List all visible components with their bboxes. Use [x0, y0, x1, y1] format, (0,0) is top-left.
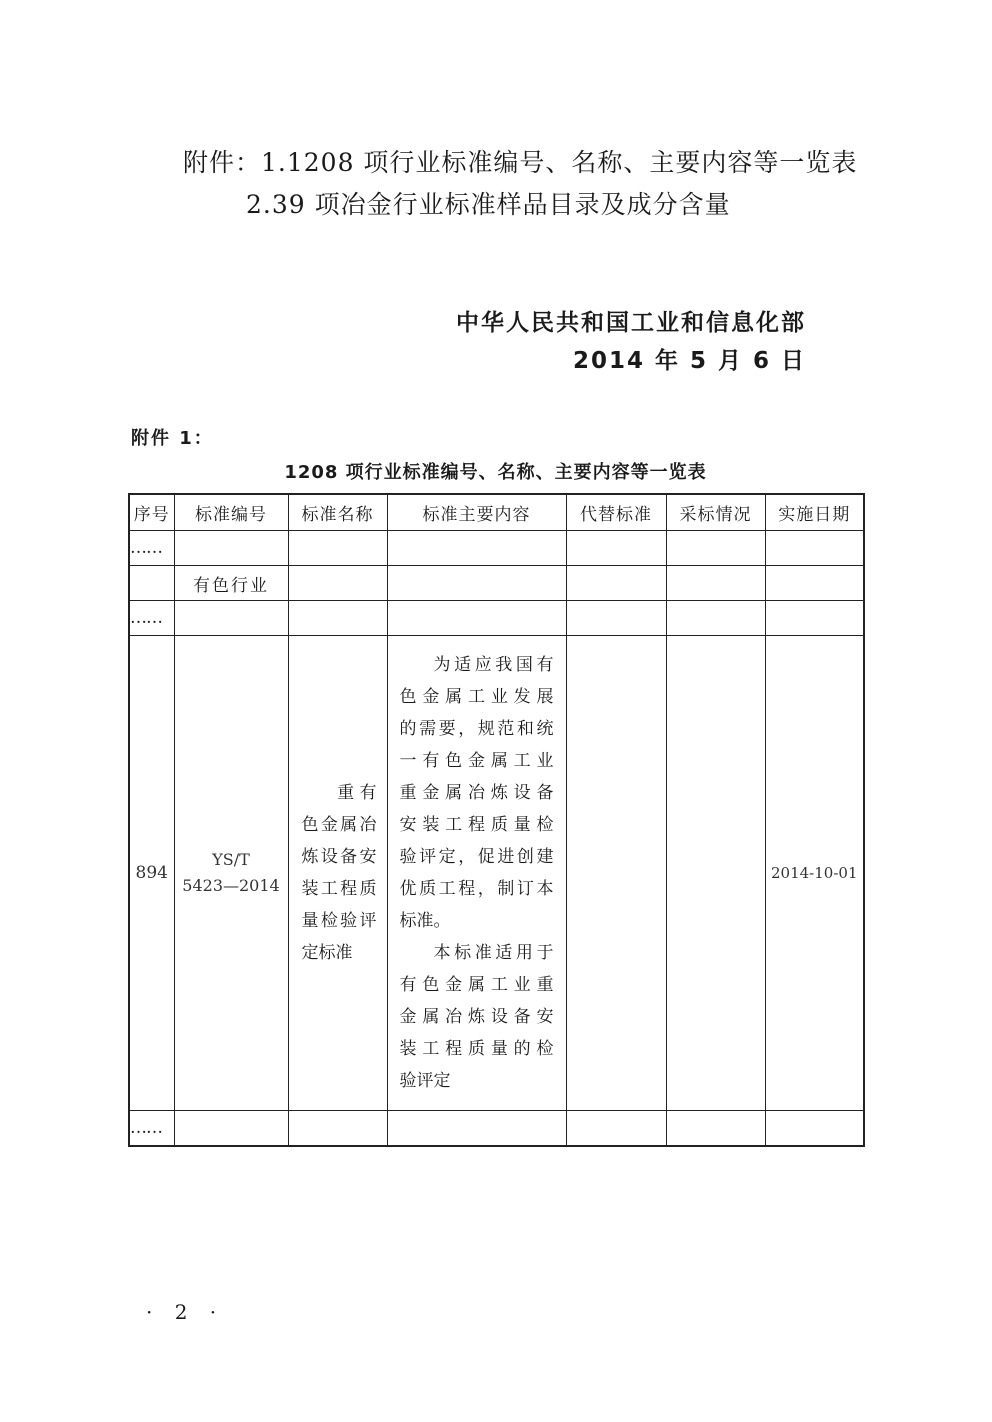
empty-cell: [765, 601, 864, 636]
empty-cell: [288, 566, 387, 601]
code-cell: [174, 636, 288, 1111]
ellipsis-cell: ……: [129, 601, 174, 636]
empty-cell: [566, 566, 666, 601]
header-replaces: 代替标准: [566, 494, 666, 531]
table-row: [129, 531, 864, 566]
empty-cell: [174, 601, 288, 636]
content-line: 安装工程质量检: [399, 815, 554, 835]
page-number: · 2 ·: [146, 1300, 225, 1324]
empty-cell: [566, 1111, 666, 1147]
empty-cell: [387, 601, 566, 636]
empty-cell: [765, 566, 864, 601]
name-line: 炼设备安: [301, 847, 377, 867]
empty-cell: [288, 1111, 387, 1147]
empty-cell: [666, 601, 765, 636]
annex-label: 附件 1：: [131, 428, 214, 449]
seq-cell: 894: [129, 636, 174, 1111]
empty-cell: [765, 1111, 864, 1147]
effective-date-cell: 2014-10-01: [765, 636, 864, 1111]
empty-cell: [387, 566, 566, 601]
issue-date: 2014 年 5 月 6 日: [572, 348, 806, 374]
name-line: 定标准: [301, 943, 353, 963]
empty-cell: [288, 601, 387, 636]
table-row: [129, 566, 864, 601]
header-effective-date: 实施日期: [765, 494, 864, 531]
empty-cell: [666, 531, 765, 566]
empty-cell: [666, 566, 765, 601]
empty-cell: [566, 531, 666, 566]
header-adoption: 采标情况: [666, 494, 765, 531]
ellipsis-cell: ……: [129, 1111, 174, 1147]
content-line: 一有色金属工业: [399, 751, 554, 771]
content-line: 的需要，规范和统: [399, 719, 554, 739]
content-line: 验评定: [399, 1071, 451, 1091]
code-line-1: YS/T: [212, 850, 250, 869]
name-line: 量检验评: [301, 911, 377, 931]
table-header-row: [129, 494, 864, 531]
table-row: [129, 601, 864, 636]
name-cell: [288, 636, 387, 1111]
header-seq: 序号: [129, 494, 174, 531]
content-line: 优质工程，制订本: [399, 879, 554, 899]
header-code: 标准编号: [174, 494, 288, 531]
header-content: 标准主要内容: [387, 494, 566, 531]
content-line: 重金属冶炼设备: [399, 783, 554, 803]
empty-cell: [387, 1111, 566, 1147]
attachment-line-2: 2.39 项冶金行业标准样品目录及成分含量: [246, 190, 731, 219]
name-line: 重 有: [337, 783, 377, 803]
content-line: 标准。: [399, 911, 451, 931]
name-line: 装工程质: [301, 879, 377, 899]
content-line: 色金属工业发展: [399, 687, 554, 707]
category-cell: 有色行业: [174, 566, 288, 601]
name-line: 色金属冶: [301, 815, 377, 835]
table-title: 1208 项行业标准编号、名称、主要内容等一览表: [284, 462, 707, 483]
ellipsis-cell: ……: [129, 531, 174, 566]
content-cell: [387, 636, 566, 1111]
content-line: 有色金属工业重: [399, 975, 554, 995]
table-row: [129, 1111, 864, 1147]
replaces-cell: [566, 636, 666, 1111]
content-line: 为适应我国有: [433, 655, 554, 675]
empty-cell: [387, 531, 566, 566]
content-line: 本标准适用于: [433, 943, 554, 963]
empty-cell: [174, 1111, 288, 1147]
adoption-cell: [666, 636, 765, 1111]
empty-cell: [765, 531, 864, 566]
header-name: 标准名称: [288, 494, 387, 531]
content-line: 金属冶炼设备安: [399, 1007, 554, 1027]
issuer-name: 中华人民共和国工业和信息化部: [456, 310, 806, 336]
empty-cell: [174, 531, 288, 566]
empty-cell: [566, 601, 666, 636]
empty-cell: [666, 1111, 765, 1147]
empty-cell: [129, 566, 174, 601]
standards-table: [128, 493, 865, 1147]
table-row: [129, 636, 864, 1111]
content-line: 装工程质量的检: [399, 1039, 554, 1059]
attachment-line-1: 附件：1.1208 项行业标准编号、名称、主要内容等一览表: [183, 148, 858, 177]
empty-cell: [288, 531, 387, 566]
content-line: 验评定，促进创建: [399, 847, 554, 867]
code-line-2: 5423—2014: [182, 876, 280, 895]
